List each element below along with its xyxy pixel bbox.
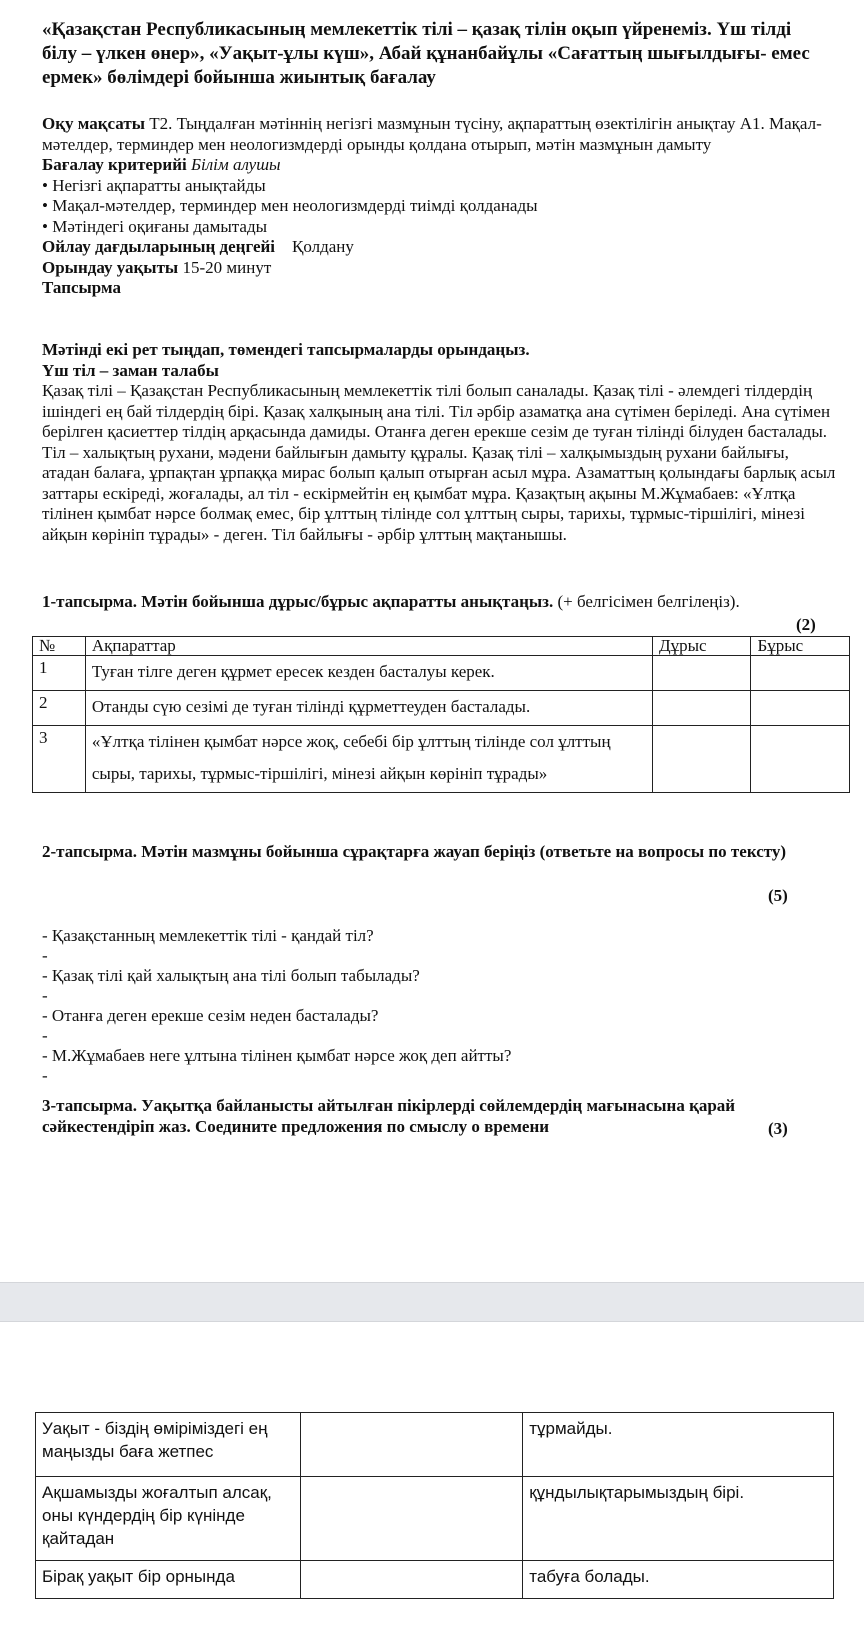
table-row [33, 656, 850, 691]
sentence-end: табуға болады. [523, 1561, 834, 1599]
match-gap[interactable] [300, 1477, 523, 1561]
task2-questions [42, 926, 842, 1086]
true-cell[interactable] [653, 726, 751, 793]
answer-dash[interactable]: - [42, 946, 48, 965]
reading-block [42, 340, 842, 545]
task1-points: (2) [796, 615, 816, 634]
sentence-end: тұрмайды. [523, 1413, 834, 1477]
row-statement: Отанды сүю сезімі де туған тілінді құрметтеуден басталады. [85, 691, 652, 726]
question: - Отанға деген ерекше сезім неден басталады? [42, 1006, 379, 1025]
time-label: Орындау уақыты [42, 257, 179, 277]
matching-row [36, 1561, 834, 1599]
table-row [33, 726, 850, 793]
matching-row [36, 1477, 834, 1561]
meta-block [42, 114, 842, 299]
match-gap[interactable] [300, 1413, 523, 1477]
goal-label: Оқу мақсаты [42, 114, 145, 133]
row-statement: «Ұлтқа тілінен қымбат нәрсе жоқ, себебі бір ұлттың тілінде сол ұлттың сыры, тарихы, тұрмыс-тіршілігі, мінезі айқын көрініп тұрады» [85, 726, 652, 793]
matching-row [36, 1413, 834, 1477]
sentence-start: Уақыт - біздің өмірімiздегі ең маңызды баға жетпес [36, 1413, 301, 1477]
true-cell[interactable] [653, 691, 751, 726]
reading-text: Қазақ тілі – Қазақстан Республикасының мемлекеттік тілі болып саналады. Қазақ тілі - әлемдегі тілдердің ішіндегі ең бай тілдердің бірі. Қазақ халқының ана тілі. Тіл әрбір азаматқа ана сүтімен беріледі. Ана сүтімен берілген қасиеттер тілдің арқасында дамиды. Отанға деген ерекше сезім де туған тілінді білуден басталады. Тіл – халықтың рухани, мәдени байлығын дамыту құралы. Қазақ тілі – халқымыздың рухани байлығы, атадан балаға, ұрпақтан ұрпаққа мирас болып қалып отырған асыл мұра. Азаматтың қолындағы барлық асыл заттары ескіреді, жоғалады, ал тіл - ескірмейтін ең қымбат мұра. Қазақтың ақыны М.Жұмабаев: «Ұлтқа тілінен қымбат нәрсе болмақ емес, бір ұлттың тілінде сол ұлттың сыры, тарихы, тұрмыс-тіршілігі, мінезі айқын көрініп тұрады» - деген. Тіл байлығы - әрбір ұлттың мақтанышы. [42, 381, 836, 544]
time-value: 15-20 минут [178, 257, 272, 277]
match-gap[interactable] [300, 1561, 523, 1599]
false-cell[interactable] [751, 726, 850, 793]
criteria-item: • Негізгі ақпаратты анықтайды [42, 176, 842, 197]
row-number: 1 [33, 656, 86, 691]
false-cell[interactable] [751, 691, 850, 726]
question: - Қазақстанның мемлекеттік тілі - қандай тіл? [42, 926, 374, 945]
row-number: 2 [33, 691, 86, 726]
level-value: Қолдану [292, 237, 354, 256]
task3-label: 3-тапсырма. Уақытқа байланысты айтылған пікірлерді сөйлемдердің мағынасына қарай сәйкестендіріп жаз. Соедините предложения по смыслу о времени [42, 1096, 736, 1136]
task1-heading [42, 592, 842, 613]
level-label: Ойлау дағдыларының деңгейі [42, 237, 276, 256]
question: - М.Жұмабаев неге ұлтына тілінен қымбат нәрсе жоқ деп айтты? [42, 1046, 512, 1065]
true-false-table [32, 636, 850, 793]
task2-label: 2-тапсырма. Мәтін мазмұны бойынша сұрақтарға жауап беріңіз (ответьте на вопросы по тексту) [42, 842, 787, 861]
answer-dash[interactable]: - [42, 1066, 48, 1085]
goal-text: Т2. Тыңдалған мәтіннің негізгі мазмұнын түсіну, ақпараттың өзектілігін анықтау А1. Мақал-мәтелдер, терминдер мен неологизмдерді орынды қолдана отырып, мәтін мазмұнын дамыту [42, 114, 822, 154]
reading-instruction: Мәтінді екі рет тыңдап, төмендегі тапсырмаларды орындаңыз. [42, 340, 530, 359]
criteria-sub: Білім алушы [191, 155, 281, 174]
table-header-row [33, 637, 850, 656]
task1-label: 1-тапсырма. Мәтін бойынша дұрыс/бұрыс ақпаратты анықтаңыз. [42, 592, 554, 611]
col-number-header: № [33, 637, 86, 656]
thinking-level [42, 237, 842, 258]
reading-heading: Үш тіл – заман талабы [42, 360, 219, 380]
sentence-end: құндылықтарымыздың бірі. [523, 1477, 834, 1561]
col-info-header: Ақпараттар [85, 637, 652, 656]
answer-dash[interactable]: - [42, 1026, 48, 1045]
sentence-start: Бірақ уақыт бір орнында [36, 1561, 301, 1599]
row-number: 3 [33, 726, 86, 793]
criteria-item: • Мәтіндегі оқиғаны дамытады [42, 217, 842, 238]
task3-points: (3) [768, 1119, 788, 1138]
learning-goal [42, 114, 842, 155]
row-statement: Туған тілге деген құрмет ересек кезден басталуы керек. [85, 656, 652, 691]
sentence-start: Ақшамызды жоғалтып алсақ, оны күндердің бір күнінде қайтадан [36, 1477, 301, 1561]
criteria-item: • Мақал-мәтелдер, терминдер мен неологизмдерді тиімді қолданады [42, 196, 842, 217]
criteria-line [42, 155, 842, 176]
false-cell[interactable] [751, 656, 850, 691]
page-separator [0, 1282, 864, 1322]
true-cell[interactable] [653, 656, 751, 691]
answer-dash[interactable]: - [42, 986, 48, 1005]
matching-table [35, 1412, 834, 1599]
duration [42, 258, 842, 279]
task2-points: (5) [768, 886, 788, 905]
task-label: Тапсырма [42, 278, 121, 297]
question: - Қазақ тілі қай халықтың ана тілі болып табылады? [42, 966, 420, 985]
criteria-label: Бағалау критерийі [42, 155, 187, 174]
task1-note: (+ белгісімен белгілеңіз). [553, 592, 740, 611]
table-row [33, 691, 850, 726]
col-false-header: Бұрыс [751, 637, 850, 656]
col-true-header: Дұрыс [653, 637, 751, 656]
worksheet-title: «Қазақстан Республикасының мемлекеттік тілі – қазақ тілін оқып үйренеміз. Үш тілді білу – үлкен өнер», «Уақыт-ұлы күш», Абай құнанбайұлы «Сағаттың шығылдығы- емес ермек» бөлімдері бойынша жиынтық бағалау [42, 19, 810, 88]
